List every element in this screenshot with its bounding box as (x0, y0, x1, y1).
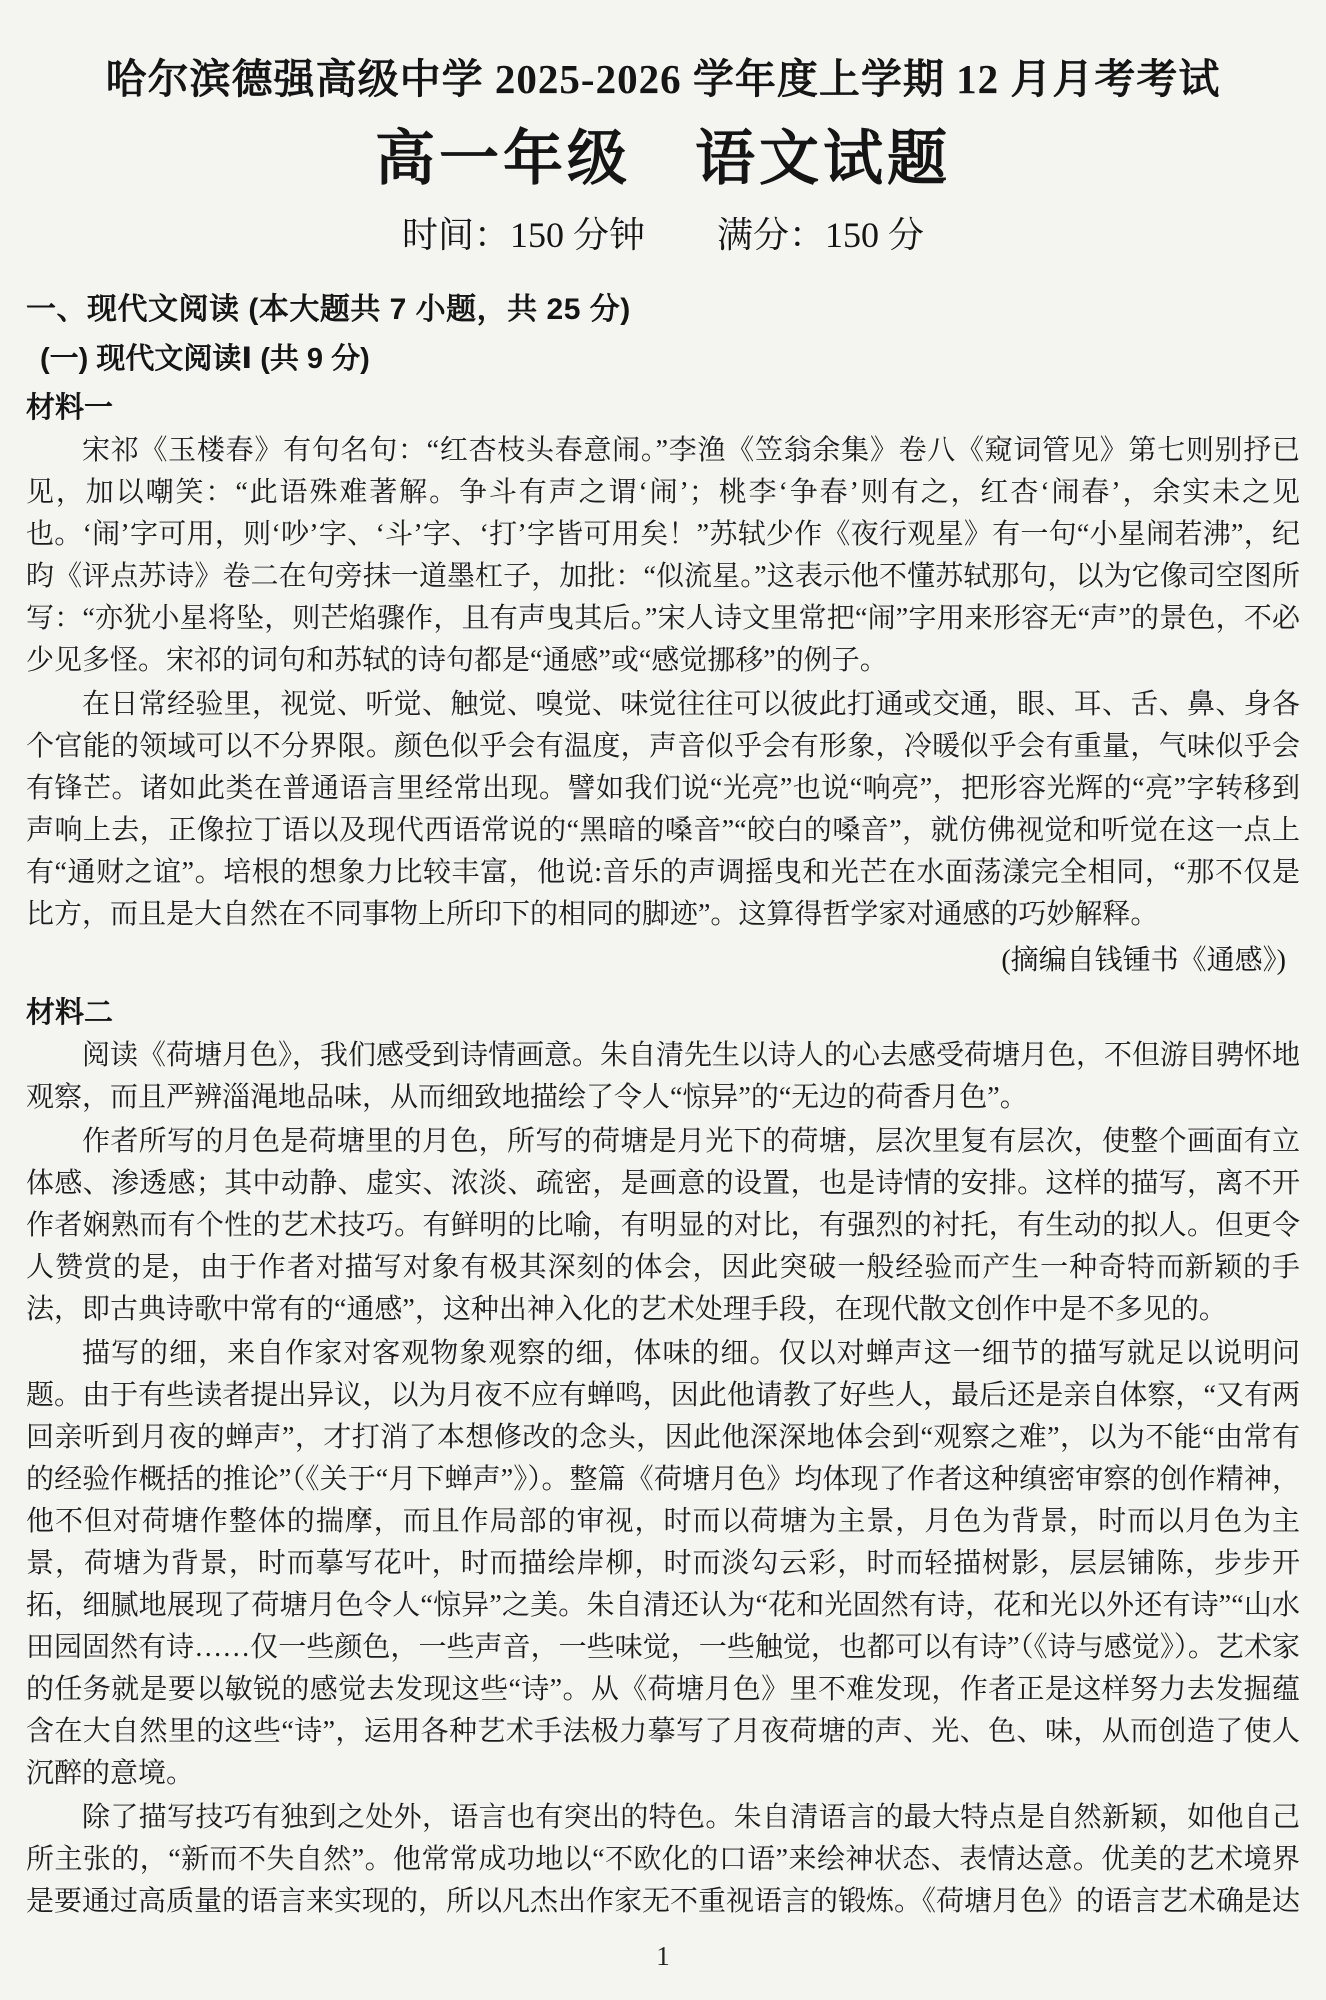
exam-time-score-info: 时间：150 分钟 满分：150 分 (401, 215, 924, 255)
material-two-paragraph-2: 作者所写的月色是荷塘里的月色，所写的荷塘是月光下的荷塘，层次里复有层次，使整个画面有立体感、渗透感；其中动静、虚实、浓淡、疏密，是画意的设置，也是诗情的安排。这样的描写，离不开作者娴熟而有个性的艺术技巧。有鲜明的比喻，有明显的对比，有强烈的衬托，有生动的拟人。但更令人赞赏的是，由于作者对描写对象有极其深刻的体会，因此突破一般经验而产生一种奇特而新颖的手法，即古典诗歌中常有的“通感”，这种出神入化的艺术处理手段，在现代散文创作中是不多见的。 (26, 1126, 1300, 1325)
section-heading-modern-reading: 一、现代文阅读 (本大题共 7 小题，共 25 分) (26, 293, 631, 326)
material-one-paragraph-1: 宋祁《玉楼春》有句名句：“红杏枝头春意闹。”李渔《笠翁余集》卷八《窥词管见》第七则别抒已见，加以嘲笑：“此语殊难著解。争斗有声之谓‘闹’；桃李‘争春’则有之，红杏‘闹春’，余实未之见也。‘闹’字可用，则‘吵’字、‘斗’字、‘打’字皆可用矣！”苏轼少作《夜行观星》有一句“小星闹若沸”，纪昀《评点苏诗》卷二在句旁抹一道墨杠子，加批：“似流星。”这表示他不懂苏轼那句，以为它像司空图所写：“亦犹小星将坠，则芒焰骤作，且有声曳其后。”宋人诗文里常把“闹”字用来形容无“声”的景色，不必少见多怪。宋祁的词句和苏轼的诗句都是“通感”或“感觉挪移”的例子。 (26, 435, 1300, 676)
material-two-paragraph-3: 描写的细，来自作家对客观物象观察的细，体味的细。仅以对蝉声这一细节的描写就足以说明问题。由于有些读者提出异议，以为月夜不应有蝉鸣，因此他请教了好些人，最后还是亲自体察，“又有两回亲听到月夜的蝉声”，才打消了本想修改的念头，因此他深深地体会到“观察之难”，以为不能“由常有的经验作概括的推论”（《关于“月下蝉声”》）。整篇《荷塘月色》均体现了作者这种缜密审察的创作精神，他不但对荷塘作整体的揣摩，而且作局部的审视，时而以荷塘为主景，月色为背景，时而以月色为主景，荷塘为背景，时而摹写花叶，时而描绘岸柳，时而淡勾云彩，时而轻描树影，层层铺陈，步步开拓，细腻地展现了荷塘月色令人“惊异”之美。朱自清还认为“花和光固然有诗，花和光以外还有诗”“山水田园固然有诗……仅一些颜色，一些声音，一些味觉，一些触觉，也都可以有诗”（《诗与感觉》）。艺术家的任务就是要以敏锐的感觉去发现这些“诗”。从《荷塘月色》里不难发现，作者正是这样努力去发掘蕴含在大自然里的这些“诗”，运用各种艺术手法极力摹写了月夜荷塘的声、光、色、味，从而创造了使人沉醉的意境。 (26, 1338, 1300, 1789)
material-two-label: 材料二 (26, 997, 114, 1029)
subsection-heading-reading-1: (一) 现代文阅读Ⅰ (共 9 分) (40, 343, 370, 375)
material-two-paragraph-1: 阅读《荷塘月色》，我们感受到诗情画意。朱自清先生以诗人的心去感受荷塘月色，不但游目骋怀地观察，而且严辨淄渑地品味，从而细致地描绘了令人“惊异”的“无边的荷香月色”。 (26, 1040, 1301, 1113)
material-one-paragraph-2: 在日常经验里，视觉、听觉、触觉、嗅觉、味觉往往可以彼此打通或交通，眼、耳、舌、鼻、身各个官能的领域可以不分界限。颜色似乎会有温度，声音似乎会有形象，冷暖似乎会有重量，气味似乎会有锋芒。诸如此类在普通语言里经常出现。譬如我们说“光亮”也说“响亮”，把形容光辉的“亮”字转移到声响上去，正像拉丁语以及现代西语常说的“黑暗的嗓音”“皎白的嗓音”，就仿佛视觉和听觉在这一点上有“通财之谊”。培根的想象力比较丰富，他说:音乐的声调摇曳和光芒在水面荡漾完全相同，“那不仅是比方，而且是大自然在不同事物上所印下的相同的脚迹”。这算得哲学家对通感的巧妙解释。 (26, 689, 1300, 930)
page-number: 1 (656, 1941, 670, 1971)
material-one-label: 材料一 (26, 392, 114, 424)
page-title: 高一年级 语文试题 (375, 126, 951, 192)
material-two-paragraph-4: 除了描写技巧有独到之处外，语言也有突出的特色。朱自清语言的最大特点是自然新颖，如他自己所主张的，“新而不失自然”。他常常成功地以“不欧化的口语”来绘神状态、表情达意。优美的艺术境界是要通过高质量的语言来实现的，所以凡杰出作家无不重视语言的锻炼。《荷塘月色》的语言艺术确是达 (26, 1802, 1301, 1917)
material-one-source-attribution: (摘编自钱锺书《通感》) (1001, 945, 1286, 976)
school-exam-session-title: 哈尔滨德强高级中学 2025-2026 学年度上学期 12 月月考考试 (105, 56, 1221, 102)
